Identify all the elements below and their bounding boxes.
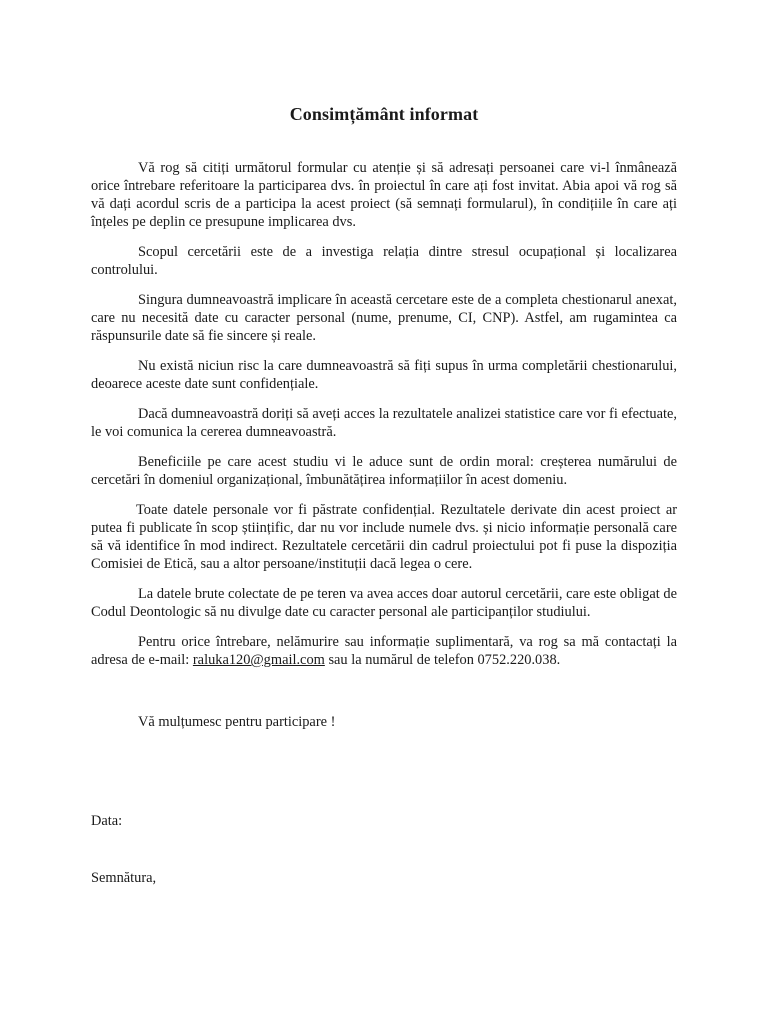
email-link[interactable]: raluka120@gmail.com bbox=[192, 652, 325, 668]
paragraph-raw-data: La datele brute colectate de pe teren va avea acces doar autorul cercetării, care este obligat de Codul Deontologic să nu divulge date cu caracter personal ale participanților studiului. bbox=[91, 586, 677, 620]
paragraph-risk: Nu există niciun risc la care dumneavoastră să fiți supus în urma completării chestionarului, deoarece aceste date sunt confidențiale. bbox=[91, 358, 677, 392]
signature-label: Semnătura, bbox=[91, 870, 157, 886]
thanks-line: Vă mulțumesc pentru participare ! bbox=[138, 714, 336, 730]
paragraph-purpose: Scopul cercetării este de a investiga relația dintre stresul ocupațional și localizarea controlului. bbox=[91, 244, 677, 278]
contact-text-before: Pentru orice întrebare, nelămurire sau informație suplimentară, va rog sa mă contactați la adresa de e-mail: bbox=[91, 634, 677, 668]
paragraph-intro: Vă rog să citiți următorul formular cu atenție și să adresați persoanei care vi-l înmânează orice întrebare referitoare la participarea dvs. în proiectul în care ați fost invitat. Abia apoi vă rog să vă dați acordul scris de a participa la acest proiect (să semnați formularul), în condițiile în care ați înțeles pe deplin ce presupune implicarea dvs. bbox=[91, 160, 677, 230]
document-title: Consimțământ informat bbox=[289, 104, 479, 124]
paragraph-results-access: Dacă dumneavoastră doriți să aveți acces la rezultatele analizei statistice care vor fi efectuate, le voi comunica la cererea dumneavoastră. bbox=[91, 406, 677, 440]
date-label: Data: bbox=[91, 813, 123, 829]
paragraph-involvement: Singura dumneavoastră implicare în această cercetare este de a completa chestionarul anexat, care nu necesită date cu caracter personal (nume, prenume, CI, CNP). Astfel, am rugamintea ca răspunsurile date să fie sincere și reale. bbox=[91, 292, 677, 344]
paragraph-confidentiality: Toate datele personale vor fi păstrate confidențial. Rezultatele derivate din acest proiect ar putea fi publicate în scop științific, dar nu vor include numele dvs. și nicio informație personală care să vă identifice în mod indirect. Rezultatele cercetării din cadrul proiectului pot fi puse la dispoziția Comisiei de Etică, sau a altor persoane/instituții dacă legea o cere. bbox=[91, 502, 677, 572]
contact-text-after: sau la numărul de telefon 0752.220.038. bbox=[324, 652, 561, 668]
paragraph-contact bbox=[91, 633, 677, 669]
paragraph-benefits: Beneficiile pe care acest studiu vi le aduce sunt de ordin moral: creșterea numărului de cercetări în domeniul organizațional, îmbunătățirea informațiilor în acest domeniu. bbox=[91, 454, 677, 488]
